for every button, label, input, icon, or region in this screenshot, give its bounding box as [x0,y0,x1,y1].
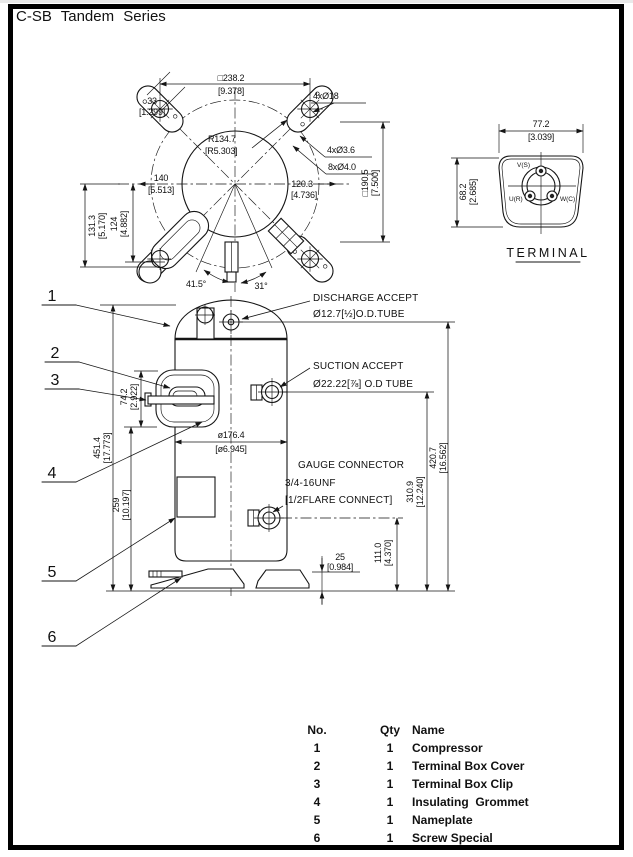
suction-label-1: SUCTION ACCEPT [313,361,404,372]
terminal-pin-v [536,166,546,176]
dim-3109-in: [12.240] [415,476,425,508]
dim-1203-mm: 120.3 [291,179,313,189]
terminal-dim-w-mm: 77.2 [532,119,550,129]
screw-special [149,571,182,577]
gauge-label-1: GAUGE CONNECTOR [298,460,405,471]
callout-1 [42,288,170,326]
pin-label-wc: W(C) [560,196,576,203]
dim-124-in: [4.882] [119,210,129,238]
angle-right-label: 31° [254,281,268,291]
svg-text:4: 4 [47,465,57,482]
callout-4 [42,422,202,482]
callout-2 [45,345,170,388]
mounting-feet [149,569,309,588]
side-view [92,293,455,605]
gauge-label-2: 3/4-16UNF [285,478,336,489]
terminal-pin-w [547,191,557,201]
discharge-port [219,310,243,334]
col-header-no: No. [307,723,327,737]
dim-33-in: [1.299] [138,107,166,117]
table-row: 6 1 Screw Special [313,831,493,845]
dim-190-in: [7.500] [370,169,380,197]
dim-140-mm: 140 [153,173,169,183]
suction-port [251,378,287,406]
dim-radius-in: [R5.303] [205,146,238,156]
dim-1203-in: [4.736] [290,190,318,200]
holes-40-label: 8xØ4.0 [328,162,356,172]
dim-259-mm: 259 [111,497,121,513]
suction-label-2: Ø22.22[⅞] O.D TUBE [313,379,414,390]
dim-742-in: [2.922] [129,383,139,411]
svg-text:6: 6 [47,629,57,646]
pin-label-ur: U(R) [509,196,523,203]
pin-label-vs: V(S) [517,162,530,169]
dim-190-mm: □190.5 [360,169,370,197]
terminal-dim-w-in: [3.039] [527,132,555,142]
dim-dia-mm: ø176.4 [217,430,245,440]
terminal-dim-h-in: [2.685] [468,178,478,206]
dim-124-mm: 124 [109,216,119,232]
dim-4514-in: [17.773] [102,432,112,464]
dim-259-in: [10.197] [121,489,131,521]
col-header-qty: Qty [379,723,400,737]
dim-111-mm: 111.0 [373,542,383,564]
angle-left-label: 41.5° [185,279,207,289]
table-row: 2 1 Terminal Box Cover [313,759,525,773]
top-fitting [195,305,215,339]
dim-33-mm: 33 [147,96,157,106]
dim-111-in: [4.370] [383,539,393,567]
dim-1313-in: [5.170] [97,212,107,240]
terminal-pin-u [525,191,535,201]
dim-742-mm: 74.2 [119,388,129,406]
page-title: C-SB Tandem Series [16,8,166,25]
dim-width-in: [9.378] [217,86,245,96]
holes-18-label: 4xØ18 [313,91,339,101]
discharge-label-2: Ø12.7[½]O.D.TUBE [313,309,405,320]
dim-dia-in: [ø6.945] [215,444,247,454]
dim-4207-in: [16.562] [438,442,448,474]
parts-table [300,721,529,847]
callouts [42,288,202,646]
pipe-stub-top-view [225,242,238,282]
table-row: 4 1 Insulating Grommet [313,795,529,809]
parts-table-header [300,721,529,739]
nameplate [177,477,215,517]
dim-4514-mm: 451.4 [92,437,102,459]
svg-text:1: 1 [47,288,57,305]
svg-text:2: 2 [50,345,60,362]
dim-1313-mm: 131.3 [87,215,97,237]
table-row: 1 1 Compressor [313,741,483,755]
dim-140-in: [5.513] [147,185,175,195]
gauge-label-3: [1/2FLARE CONNECT] [285,495,393,506]
dim-25-mm: 25 [335,552,345,562]
terminal-caption: TERMINAL [506,246,590,260]
terminal-detail [451,119,590,262]
terminal-dim-h-mm: 68.2 [458,183,468,201]
gauge-connector [248,504,284,532]
table-row: 3 1 Terminal Box Clip [313,777,514,791]
svg-text:3: 3 [50,372,60,389]
top-view [80,72,390,292]
dim-width-mm: □238.2 [217,73,245,83]
dim-3109-mm: 310.9 [405,481,415,503]
dim-25-in: [0.984] [326,562,354,572]
svg-text:5: 5 [47,564,57,581]
discharge-label-1: DISCHARGE ACCEPT [313,293,419,304]
col-header-name: Name [412,723,445,737]
holes-36-label: 4xØ3.6 [327,145,355,155]
table-row: 5 1 Nameplate [313,813,473,827]
dim-4207-mm: 420.7 [428,447,438,469]
dim-radius-mm: R134.7 [208,134,236,144]
terminal-box-top-view [139,206,214,283]
